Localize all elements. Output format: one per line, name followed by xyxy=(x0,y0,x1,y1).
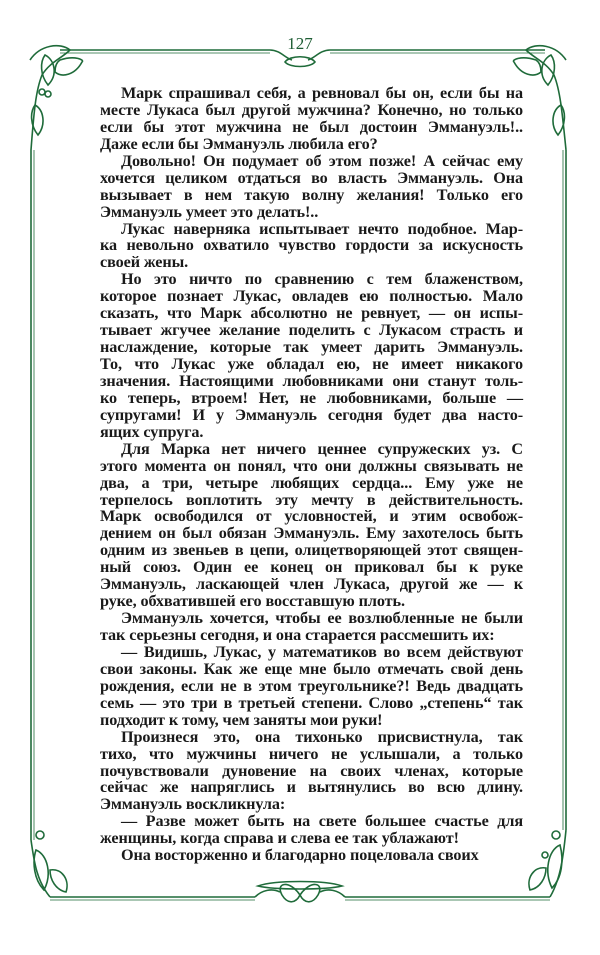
text-line: сейчас же напряглись и вытянулись во всю длину. xyxy=(100,778,523,797)
text-line: ящих супруга. xyxy=(100,422,204,441)
text-line: Она восторженно и благодарно поцеловала своих xyxy=(121,846,479,865)
paragraph xyxy=(100,441,523,610)
text-line: свои законы. Как же еще мне было отмечать свой день xyxy=(100,659,523,678)
text-line: терпелось воплотить эту мечту в действительность. xyxy=(100,490,523,509)
paragraph xyxy=(100,729,523,814)
text-line: Эммануэль воскликнула: xyxy=(100,795,286,814)
text-line: ка невольно охватило чувство гордости за искусность xyxy=(100,236,523,255)
text-line: значения. Настоящими любовниками они станут толь- xyxy=(100,371,523,390)
text-line: То, что Лукас уже обладал ею, не имеет никакого xyxy=(100,355,523,373)
text-line: дением он был обязан Эммануэль. Ему захотелось быть xyxy=(100,524,523,543)
paragraph xyxy=(100,271,523,440)
text-line: если бы этот мужчина не был достоин Эммануэль!.. xyxy=(100,117,523,136)
text-line: ный союз. Один ее конец он приковал бы к руке xyxy=(100,558,523,577)
paragraph xyxy=(100,153,523,221)
text-line: вызывает в нем такую волну желания! Только его xyxy=(100,185,523,204)
text-line: тывает жгучее желание поделить с Лукасом страсть и xyxy=(100,321,523,340)
text-line: этого момента он понял, что они должны связывать не xyxy=(100,456,523,475)
text-line: Даже если бы Эммануэль любила его? xyxy=(100,134,378,153)
text-line: Но это ничто по сравнению с тем блаженством, xyxy=(121,270,523,289)
corner-ornament-bottom-right xyxy=(529,830,566,897)
paragraph xyxy=(100,610,523,644)
paragraph xyxy=(100,221,523,272)
text-line: два, а три, четыре любящих сердца... Ему уже не xyxy=(100,473,523,492)
text-line: одним из звеньев в цепи, олицетворяющей этот священ- xyxy=(100,541,523,560)
text-line: женщины, когда справа и слева ее так ублажают! xyxy=(100,829,459,848)
text-line: — Видишь, Лукас, у математиков во всем действуют xyxy=(121,642,523,661)
text-line: Произнеся это, она тихонько присвистнула, так xyxy=(121,727,523,746)
paragraph xyxy=(100,644,523,729)
text-line: так серьезны сегодня, и она старается рассмешить их: xyxy=(100,626,495,644)
paragraph xyxy=(100,85,523,153)
text-line: которое познает Лукас, овладев ею полностью. Мало xyxy=(100,287,523,306)
text-line: руке, обхватившей его восставшую плоть. xyxy=(100,592,405,611)
text-line: рождения, если не в этом треугольнике?! Ведь двадцать xyxy=(100,676,523,695)
text-line: Эммануэль умеет это делать!.. xyxy=(100,202,319,221)
text-line: семь — это три в третьей степени. Слово „степень“ так xyxy=(100,693,523,712)
text-line: тихо, что мужчины ничего не услышали, а только xyxy=(100,744,523,763)
text-line: Для Марка нет ничего ценнее супружеских уз. С xyxy=(121,439,523,458)
page-number: 127 xyxy=(287,34,313,53)
text-line: — Разве может быть на свете большее счастье для xyxy=(121,812,523,831)
text-line: Эммануэль хочется, чтобы ее возлюбленные не были xyxy=(121,609,523,628)
text-line: подходит к тому, чем заняты мои руки! xyxy=(100,710,383,729)
paragraph xyxy=(100,813,523,847)
text-line: своей жены. xyxy=(100,253,189,272)
text-line: ко теперь, втроем! Нет, не любовниками, больше — xyxy=(100,388,523,407)
text-line: хочется целиком отдаться во власть Эммануэль. Она xyxy=(100,168,523,187)
text-line: Эммануэль, ласкающей член Лукаса, другой же — к xyxy=(100,575,523,594)
corner-ornament-bottom-left xyxy=(31,831,67,897)
paragraph xyxy=(100,847,523,864)
text-line: Марк освободился от условностей, и этим освобож- xyxy=(100,507,523,526)
text-line: Лукас наверняка испытывает нечто подобное. Мар- xyxy=(121,219,523,238)
text-line: супругами! И у Эммануэль сегодня будет два насто- xyxy=(100,405,523,424)
body-text xyxy=(100,85,523,864)
text-line: наслаждение, которые так умеет дарить Эммануэль. xyxy=(100,338,523,357)
corner-ornament-top-left xyxy=(30,46,83,150)
text-line: сказать, что Марк абсолютно не ревнует, — он испы- xyxy=(100,304,523,323)
text-line: месте Лукаса был другой мужчина? Конечно, но только xyxy=(100,100,523,119)
text-line: Довольно! Он подумает об этом позже! А сейчас ему xyxy=(121,151,523,170)
text-line: почувствовали дуновение на своих членах, которые xyxy=(100,761,523,780)
text-line: Марк спрашивал себя, а ревновал бы он, если бы на xyxy=(121,84,523,102)
bottom-center-ornament xyxy=(255,882,345,902)
